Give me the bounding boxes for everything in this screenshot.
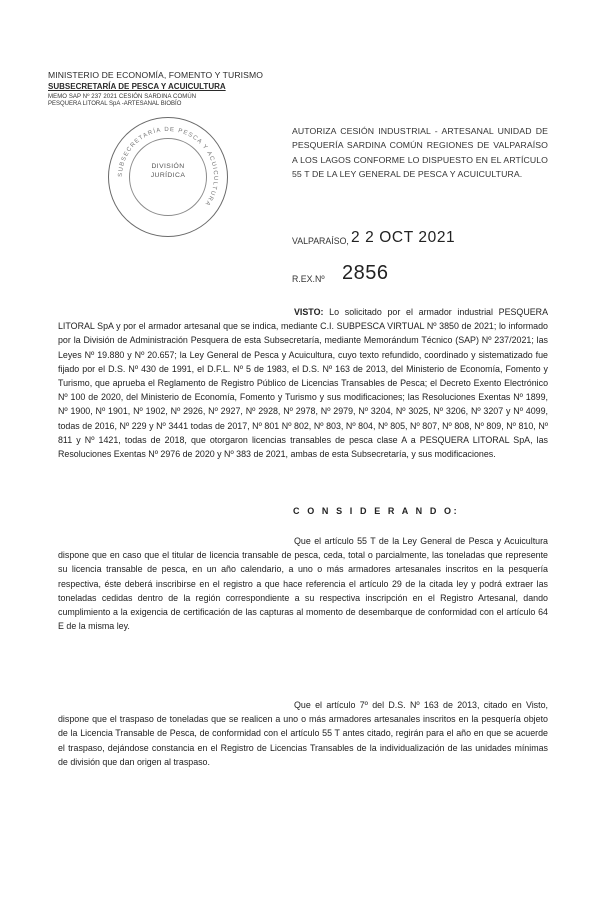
place-label: VALPARAÍSO, [292,236,349,246]
svg-text:SUBSECRETARÍA DE PESCA Y ACUIC: SUBSECRETARÍA DE PESCA Y ACUICULTURA [117,126,219,208]
resolution-subject: AUTORIZA CESIÓN INDUSTRIAL - ARTESANAL UNIDAD DE PESQUERÍA SARDINA COMÚN REGIONES DE VALPARAÍSO A LOS LAGOS CONFORME LO DISPUESTO EN EL ARTÍCULO 55 T DE LA LEY GENERAL DE PESCA Y ACUICULTURA. [292,126,548,180]
visto-paragraph [58,305,548,461]
official-seal [108,117,228,237]
considerando-paragraph-2: Que el artículo 7º del D.S. Nº 163 de 2013, citado en Visto, dispone que el traspaso de toneladas que se realicen a uno o más armadores artesanales inscritos en la pesquería objeto de la Licencia Transable de Pesca, de conformidad con el artículo 55 T antes citado, regirán para el año en que se acuerde el traspaso, dejándose constancia en el Registro de Licencias Transables de la individualización de las unidades mínimas de división que dan origen al traspaso. [58,700,548,767]
considerando-paragraph-1: Que el artículo 55 T de la Ley General de Pesca y Acuicultura dispone que en caso que el titular de licencia transable de pesca, ceda, total o parcialmente, las toneladas que represente su licencia transable de pesca, en un año calendario, a uno o más armadores artesanales inscritos en la pesquería respectiva, éste deberá inscribirse en el registro a que hace referencia el artículo 29 de la citada ley y podrá extraer las toneladas cedidas dentro de la región correspondiente a su respectiva inscripción en el Registro Artesanal, dando cumplimiento a la exigencia de certificación de las capturas al momento de desembarque de conformidad con el artículo 64 E de la misma ley. [58,536,548,632]
subsecretaria-name: SUBSECRETARÍA DE PESCA Y ACUICULTURA [48,82,226,91]
letterhead [48,70,268,107]
memo-reference: MEMO SAP Nº 237 2021 CESIÓN SARDINA COMÚN [48,94,197,100]
company-reference: PESQUERA LITORAL SpA -ARTESANAL BIOBÍO [48,101,182,107]
resolution-number: 2856 [342,262,389,284]
ministry-name: MINISTERIO DE ECONOMÍA, FOMENTO Y TURISMO [48,70,263,80]
visto-text: Lo solicitado por el armador industrial PESQUERA LITORAL SpA y por el armador artesanal que se indica, mediante C.I. SUBPESCA VIRTUAL Nº 3850 de 2021; lo informado por la División de Administración Pesquera de esta Subsecretaría, mediante Memorándum Técnico (SAP) Nº 237/2021; las Leyes Nº 19.880 y Nº 20.657; la Ley General de Pesca y Acuicultura, cuyo texto refundido, coordinado y sistematizado fue fijado por el D.S. Nº 430 de 1991, el D.F.L. Nº 5 de 1983, el D.S. Nº 163 de 2013, del Ministerio de Economía, Fomento y Turismo, que aprueba el Reglamento de Registro Público de Licencias Transables de Pesca; el Decreto Exento Electrónico Nº 100 de 2020, del Ministerio de Economía, Fomento y Turismo y sus modificaciones; las Resoluciones Exentas Nº 1899, Nº 1900, Nº 1901, Nº 1902, Nº 2926, Nº 2927, Nº 2928, Nº 2978, Nº 2979, Nº 3204, Nº 3025, Nº 3206, Nº 3207 y Nº 4099, todas de 2016, Nº 229 y Nº 3441 todas de 2017, Nº 801 Nº 802, Nº 803, Nº 804, Nº 805, Nº 807, Nº 808, Nº 809, Nº 810, Nº 811 y Nº 1421, todas de 2018, que otorgaron licencias transables de pesca clase A a PESQUERA LITORAL SpA, las Resoluciones Exentas Nº 2976 de 2020 y Nº 383 de 2021, ambas de esta Subsecretaría, y sus modificaciones. [58,307,548,460]
seal-center-line2: JURÍDICA [150,172,186,179]
considerando-heading: C O N S I D E R A N D O: [293,506,460,516]
seal-center-text [109,162,227,180]
date-stamp: 2 2 OCT 2021 [351,229,456,246]
rex-label: R.EX.Nº [292,274,325,284]
visto-label: VISTO: [294,307,324,317]
seal-center-line1: DIVISIÓN [151,163,185,170]
